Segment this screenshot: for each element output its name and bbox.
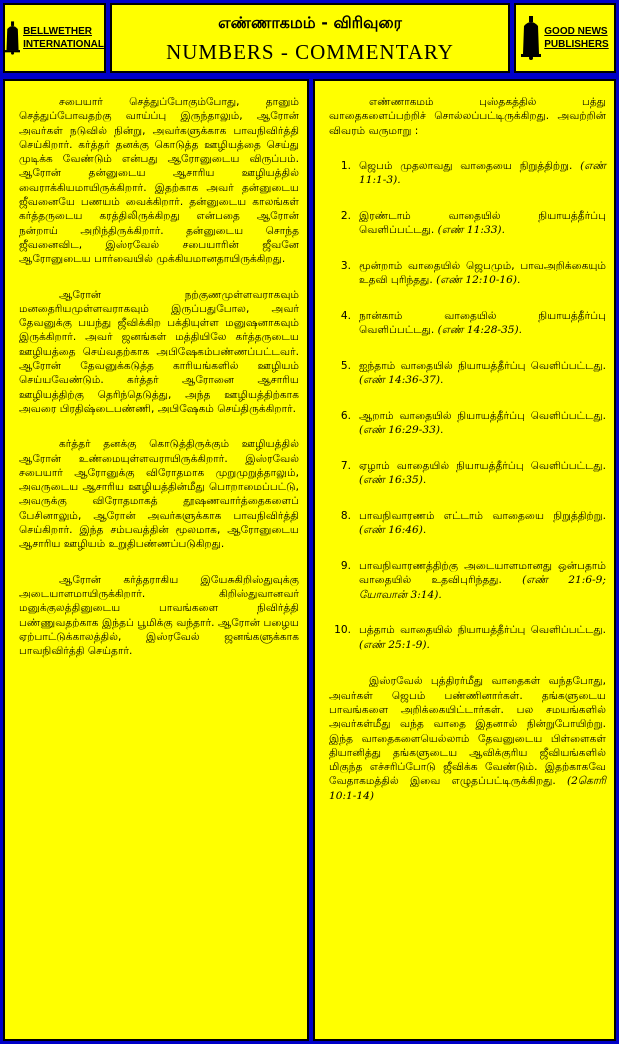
list-item-text: பாவநிவாரணம் எட்டாம் வாதையை நிறுத்திற்று.	[359, 509, 606, 522]
closing-paragraph	[329, 674, 606, 803]
list-item	[329, 159, 606, 188]
list-item	[329, 309, 606, 338]
good-news-logo-line2: PUBLISHERS	[544, 39, 609, 50]
bellwether-logo-line1: BELLWETHER	[23, 26, 92, 37]
list-item-reference: (எண் 16:35).	[359, 474, 427, 487]
bellwether-logo-line2: INTERNATIONAL	[23, 39, 104, 50]
list-item-reference: (எண் 14:28-35).	[437, 324, 522, 337]
list-item-number: 2.	[340, 209, 351, 222]
list-item-reference: (எண் 12:10-16).	[436, 274, 521, 287]
left-paragraph-2: ஆரோன் நற்குணமுள்ளவராகவும் மனதைரியமுள்ளவராகவும் இருப்பதுபோல, அவர் தேவனுக்கு பயந்து ஜீவிக்கிற பக்தியுள்ள மனுஷனாகவும் இருக்கிறார். அவர் ஜனங்கள் மத்தியிலே கர்த்தருடைய ஊழியத்தை செய்வதற்காக அபிஷேகம்பண்ணப்பட்டவர். ஆரோன் தேவனுக்கடுத்த காரியங்களில் ஊழியம் செய்யவேண்டும். கர்த்தர் ஆரோனை ஆசாரிய ஊழியத்திற்கு தெரிந்தெடுத்து, அந்த ஊழியத்திற்காக அவரை பிரதிஷ்டைபண்ணி, அபிஷேகம் செய்திருக்கிறார்.	[19, 288, 299, 415]
list-item-reference: (எண் 11:33).	[437, 224, 505, 237]
list-item-text: ஜெபம் முதலாவது வாதையை நிறுத்திற்று.	[359, 159, 573, 172]
english-title: NUMBERS - COMMENTARY	[166, 40, 454, 64]
good-news-logo-line1: GOOD NEWS	[544, 26, 608, 37]
list-item-text: நான்காம் வாதையில் நியாயத்தீர்ப்பு வெளிப்பட்டது.	[359, 309, 606, 337]
plagues-list	[329, 159, 606, 653]
list-item-reference: (எண் 16:46).	[359, 524, 427, 537]
list-item-reference: (எண் 14:36-37).	[359, 374, 444, 387]
left-paragraph-1: சபையார் செத்துப்போகும்போது, தானும் செத்துப்போவதற்கு வாய்ப்பு இருந்தாலும், ஆரோன் அவர்கள் நடுவில் நின்று, அவர்களுக்காக பாவநிவிர்த்தி செய்கிறார். கர்த்தர் தனக்கு கொடுத்த ஊழியத்தை செய்து முடிக்க வேண்டும் என்பது ஆரோனுடைய விருப்பம். ஆரோன் தன்னுடைய ஆசாரிய ஊழியத்தில் வைராக்கியமாயிருக்கிறார். இதற்காக அவர் தன்னுடைய ஜீவனையே பணயம் வைக்கிறார். தன்னுடைய காலங்கள் கர்த்தருடைய கரத்திலிருக்கிறது என்பதை ஆரோன் நன்றாய் அறிந்திருக்கிறார். தன்னுடைய சொந்த ஜீவனைவிட, இஸ்ரவேல் சபையாரின் ஜீவனே ஆரோனுடைய பார்வையில் முக்கியமானதாயிருக்கிறது.	[19, 96, 299, 266]
list-item	[329, 459, 606, 488]
list-item-text: பத்தாம் வாதையில் நியாயத்தீர்ப்பு வெளிப்பட்டது.	[359, 624, 606, 637]
left-paragraph-3: கர்த்தர் தனக்கு கொடுத்திருக்கும் ஊழியத்தில் ஆரோன் உண்மையுள்ளவராயிருக்கிறார். இஸ்ரவேல் சபையார் ஆரோனுக்கு விரோதமாக முறுமுறுத்தாலும், அவருடைய ஆசாரிய ஊழியத்தின்மீது பொறாமைப்பட்டு, அவருக்கு விரோதமாகத் தூஷணவார்த்தைகளைப் பேசினாலும், ஆரோன் அவர்களுக்காக பாவநிவிர்த்தி செய்கிறார். இந்த சம்பவத்தின் மூலமாக, ஆரோனுடைய ஆசாரிய ஊழியம் உறுதிபண்ணப்படுகிறது.	[19, 438, 299, 551]
list-item-number: 9.	[340, 559, 351, 572]
list-item-reference: (எண் 16:29-33).	[359, 424, 444, 437]
list-item-number: 10.	[334, 624, 351, 637]
list-item-text: ஐந்தாம் வாதையில் நியாயத்தீர்ப்பு வெளிப்பட்டது.	[359, 359, 606, 372]
list-item-text: ஆறாம் வாதையில் நியாயத்தீர்ப்பு வெளிப்பட்டது.	[359, 409, 606, 422]
good-news-logo	[514, 3, 616, 73]
list-item-number: 8.	[340, 509, 351, 522]
closing-reference: (2கொரி 10:1-14)	[329, 775, 606, 802]
good-news-bell-icon	[521, 16, 541, 60]
list-item-text: பாவநிவாரணத்திற்கு அடையாளமானது ஒன்பதாம் வாதையில் உதவிபுரிந்தது.	[359, 559, 606, 587]
list-item-number: 5.	[340, 359, 351, 372]
bellwether-bell-icon	[5, 16, 20, 60]
list-item-number: 7.	[340, 459, 351, 472]
list-item-text: மூன்றாம் வாதையில் ஜெபமும், பாவஅறிக்கையும் உதவி புரிந்தது.	[359, 259, 606, 287]
list-item	[329, 623, 606, 652]
list-item	[329, 559, 606, 603]
list-item	[329, 409, 606, 438]
list-item-reference: (எண் 21:6-9; யோவான் 3:14).	[359, 574, 606, 601]
list-item-number: 3.	[340, 259, 351, 272]
closing-text: இஸ்ரவேல் புத்திரர்மீது வாதைகள் வந்தபோது, அவர்கள் ஜெபம் பண்ணினார்கள். தங்களுடைய பாவங்களை அறிக்கையிட்டார்கள். பல சமயங்களில் அவர்கள்மீது வந்த வாதை இதனால் நின்றுபோயிற்று. இந்த வாதைகளையெல்லாம் தேவனுடைய பிள்ளைகள் தியானித்து தங்களுடைய ஆவிக்குரிய ஜீவியங்களில் மிகுந்த எச்சரிப்போடு ஜீவிக்க வேண்டும். இதற்காகவே வேதாகமத்தில் இவை எழுதப்பட்டிருக்கிறது.	[329, 675, 606, 788]
left-paragraph-4: ஆரோன் கர்த்தராகிய இயேசுகிறிஸ்துவுக்கு அடையாளமாயிருக்கிறார். கிறிஸ்துவானவர் மனுக்குலத்தினுடைய பாவங்களை நிவிர்த்தி பண்ணுவதற்காக இந்தப் பூமிக்கு வந்தார். ஆரோன் பழைய ஏற்பாட்டுக்காலத்தில், இஸ்ரவேல் ஜனங்களுக்காக பாவநிவிர்த்தி செய்தார்.	[19, 573, 299, 658]
list-item	[329, 359, 606, 388]
list-item-text: இரண்டாம் வாதையில் நியாயத்தீர்ப்பு வெளிப்பட்டது.	[359, 209, 606, 237]
list-item-number: 6.	[340, 409, 351, 422]
list-item	[329, 509, 606, 538]
tamil-title: எண்ணாகமம் - விரிவுரை	[218, 13, 402, 32]
list-item-number: 4.	[340, 309, 351, 322]
list-item-number: 1.	[340, 159, 351, 172]
left-column	[3, 79, 309, 1041]
list-item-reference: (எண் 25:1-9).	[359, 638, 430, 651]
plagues-intro: எண்ணாகமம் புஸ்தகத்தில் பத்து வாதைகளைப்பற்றிச் சொல்லப்பட்டிருக்கிறது. அவற்றின் விவரம் வருமாறு :	[329, 96, 606, 137]
title-panel	[110, 3, 510, 73]
list-item-text: ஏழாம் வாதையில் நியாயத்தீர்ப்பு வெளிப்பட்டது.	[359, 459, 606, 472]
right-column	[313, 79, 616, 1041]
list-item	[329, 259, 606, 288]
list-item-reference: (எண் 11:1-3).	[359, 159, 606, 187]
list-item	[329, 209, 606, 238]
bellwether-logo	[3, 3, 106, 73]
